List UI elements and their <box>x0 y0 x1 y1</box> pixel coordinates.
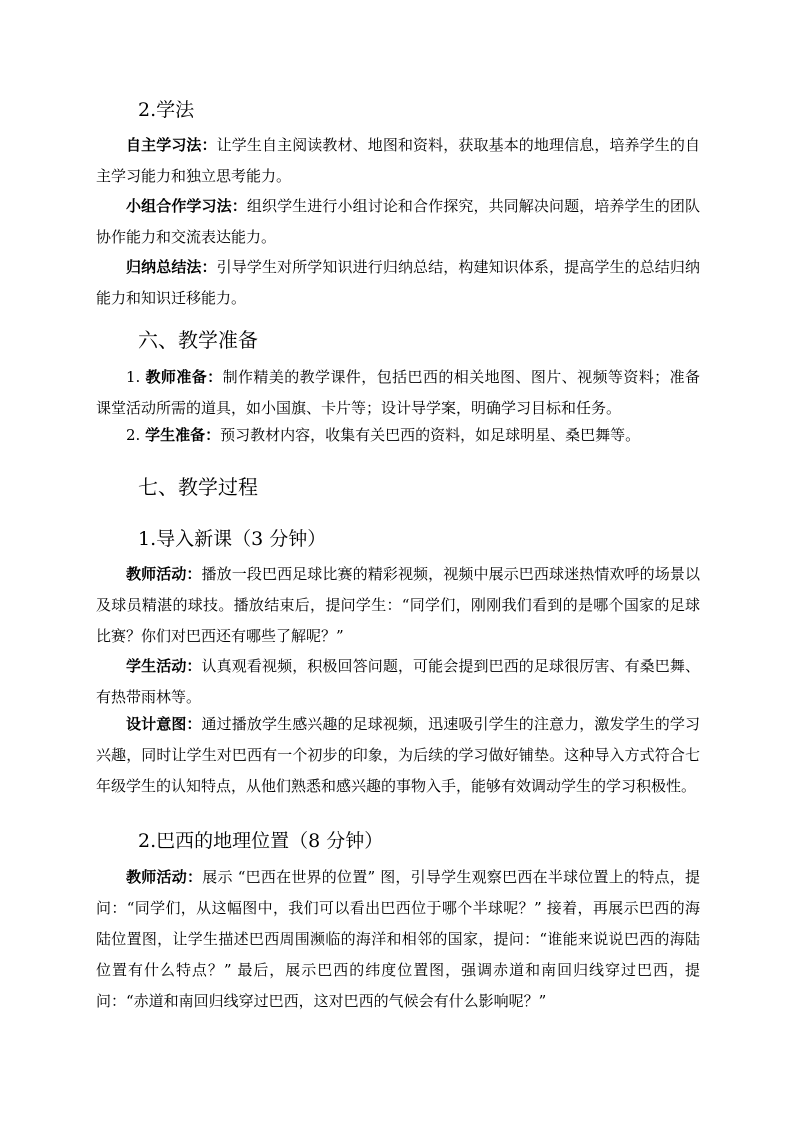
study-method-heading: 2.学法 <box>138 99 195 121</box>
preparation-heading: 六、教学准备 <box>138 328 258 352</box>
text-s1-teacher: 播放一段巴西足球比赛的精彩视频，视频中展示巴西球迷热情欢呼的场景以及球员精湛的球技。播放结束后，提问学生：“同学们，刚刚我们看到的是哪个国家的足球比赛？你们对巴西还有哪些了解呢？” <box>96 565 700 645</box>
section1-heading: 1.导入新课（3 分钟） <box>138 528 327 550</box>
paragraph-s1-intent <box>96 709 700 802</box>
text-student-prep: 预习教材内容，收集有关巴西的资料，如足球明星、桑巴舞等。 <box>220 426 641 444</box>
paragraph-student-prep <box>96 420 700 451</box>
text-s2-teacher: 展示 “巴西在世界的位置” 图，引导学生观察巴西在半球位置上的特点，提问：“同学们，从这幅图中，我们可以看出巴西位于哪个半球呢？” 接着，再展示巴西的海陆位置图，让学生描述巴西周围濒临的海洋和相邻的国家，提问：“谁能来说说巴西的海陆位置有什么特点？” 最后，展示巴西的纬度位置图，强调赤道和南回归线穿过巴西，提问：“赤道和南回归线穿过巴西，这对巴西的气候会有什么影响呢？” <box>96 868 700 1010</box>
paragraph-group-study <box>96 191 700 253</box>
paragraph-self-study <box>96 130 700 192</box>
text-self-study: 让学生自主阅读教材、地图和资料，获取基本的地理信息，培养学生的自主学习能力和独立思考能力。 <box>96 136 700 185</box>
label-teacher-prep: 教师准备： <box>145 368 223 386</box>
paragraph-teacher-prep <box>96 362 700 424</box>
label-s1-student: 学生活动： <box>126 657 202 675</box>
paragraph-s1-student <box>96 651 700 713</box>
label-student-prep: 学生准备： <box>145 426 221 444</box>
process-heading: 七、教学过程 <box>138 475 258 499</box>
label-self-study: 自主学习法： <box>126 136 217 154</box>
label-s2-teacher: 教师活动： <box>126 868 203 886</box>
text-summary-study: 引导学生对所学知识进行归纳总结，构建知识体系，提高学生的总结归纳能力和知识迁移能力。 <box>96 258 700 307</box>
text-s1-student: 认真观看视频，积极回答问题，可能会提到巴西的足球很厉害、有桑巴舞、有热带雨林等。 <box>96 657 700 706</box>
section2-heading: 2.巴西的地理位置（8 分钟） <box>138 830 384 852</box>
text-group-study: 组织学生进行小组讨论和合作探究，共同解决问题，培养学生的团队协作能力和交流表达能力。 <box>96 197 700 246</box>
label-s1-intent: 设计意图： <box>126 715 202 733</box>
label-summary-study: 归纳总结法： <box>126 258 217 276</box>
label-s1-teacher: 教师活动： <box>126 565 202 583</box>
label-group-study: 小组合作学习法： <box>126 197 247 215</box>
num-student-prep: 2. <box>126 426 141 444</box>
paragraph-s2-teacher <box>96 862 700 1017</box>
num-teacher-prep: 1. <box>126 368 141 386</box>
text-teacher-prep: 制作精美的教学课件，包括巴西的相关地图、图片、视频等资料；准备课堂活动所需的道具，如小国旗、卡片等；设计导学案，明确学习目标和任务。 <box>96 368 700 417</box>
paragraph-s1-teacher <box>96 559 700 652</box>
text-s1-intent: 通过播放学生感兴趣的足球视频，迅速吸引学生的注意力，激发学生的学习兴趣，同时让学生对巴西有一个初步的印象，为后续的学习做好铺垫。这种导入方式符合七年级学生的认知特点，从他们熟悉和感兴趣的事物入手，能够有效调动学生的学习积极性。 <box>96 715 700 795</box>
paragraph-summary-study <box>96 252 700 314</box>
